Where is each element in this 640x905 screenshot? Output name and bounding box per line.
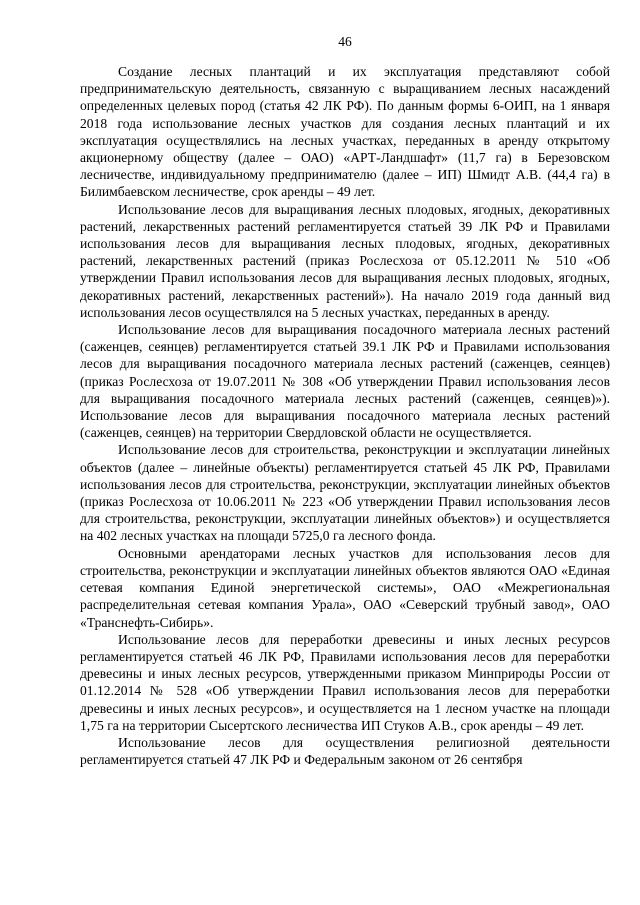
paragraph-religious-activity: Использование лесов для осуществления религиозной деятельности регламентируется статьей 47 ЛК РФ и Федеральным законом от 26 сентября — [80, 734, 610, 768]
page-number: 46 — [338, 34, 352, 49]
paragraph-planting-material: Использование лесов для выращивания посадочного материала лесных растений (саженцев, сеянцев) регламентируется статьей 39.1 ЛК РФ и Правилами использования лесов для выращивания посадочного материала лесных растений (саженцев, сеянцев) (приказ Рослесхоза от 19.07.2011 № 308 «Об утверждении Правил использования лесов для выращивания посадочного материала лесных растений (саженцев, сеянцев)»). Использование лесов для выращивания посадочного материала лесных растений (саженцев, сеянцев) на территории Свердловской области не осуществляется. — [80, 322, 610, 441]
body-text — [80, 63, 610, 768]
paragraph-linear-objects: Использование лесов для строительства, реконструкции и эксплуатации линейных объектов (далее – линейные объекты) регламентируется статьей 45 ЛК РФ, Правилами использования лесов для строительства, реконструкции, эксплуатации линейных объектов (приказ Рослесхоза от 10.06.2011 № 223 «Об утверждении Правил использования лесов для строительства, реконструкции, эксплуатации линейных объектов») и осуществляется на 402 лесных участках на площади 5725,0 га лесного фонда. — [80, 442, 610, 544]
paragraph-main-tenants: Основными арендаторами лесных участков для использования лесов для строительства, реконструкции и эксплуатации линейных объектов являются ОАО «Единая сетевая компания Единой энергетической системы», ОАО «Межрегиональная распределительная сетевая компания Урала», ОАО «Северский трубный завод», ОАО «Транснефть-Сибирь». — [80, 545, 610, 630]
paragraph-forest-plantations: Создание лесных плантаций и их эксплуатация представляют собой предпринимательскую деятельность, связанную с выращиванием лесных насаждений определенных целевых пород (статья 42 ЛК РФ). По данным формы 6-ОИП, на 1 января 2018 года использование лесных участков для создания лесных плантаций и их эксплуатация осуществлялись на лесных участках, переданных в аренду открытому акционерному обществу (далее – ОАО) «АРТ-Ландшафт» (11,7 га) в Березовском лесничестве, индивидуальному предпринимателю (далее – ИП) Шмидт А.В. (44,4 га) в Билимбаевском лесничестве, срок аренды – 49 лет. — [80, 64, 610, 200]
paragraph-fruit-berry-plants: Использование лесов для выращивания лесных плодовых, ягодных, декоративных растений, лекарственных растений регламентируется статьей 39 ЛК РФ и Правилами использования лесов для выращивания лесных плодовых, ягодных, декоративных растений, лекарственных растений (приказ Рослесхоза от 05.12.2011 № 510 «Об утверждении Правил использования лесов для выращивания лесных плодовых, ягодных, декоративных растений, лекарственных растений»). На начало 2019 года данный вид использования лесов осуществлялся на 5 лесных участках, переданных в аренду. — [80, 201, 610, 320]
paragraph-wood-processing: Использование лесов для переработки древесины и иных лесных ресурсов регламентируется статьей 46 ЛК РФ, Правилами использования лесов для переработки древесины и иных лесных ресурсов, утвержденными приказом Минприроды России от 01.12.2014 № 528 «Об утверждении Правил использования лесов для переработки древесины и иных лесных ресурсов», и осуществляется на 1 лесном участке на площади 1,75 га на территории Сысертского лесничества ИП Стуков А.В., срок аренды – 49 лет. — [80, 631, 610, 733]
